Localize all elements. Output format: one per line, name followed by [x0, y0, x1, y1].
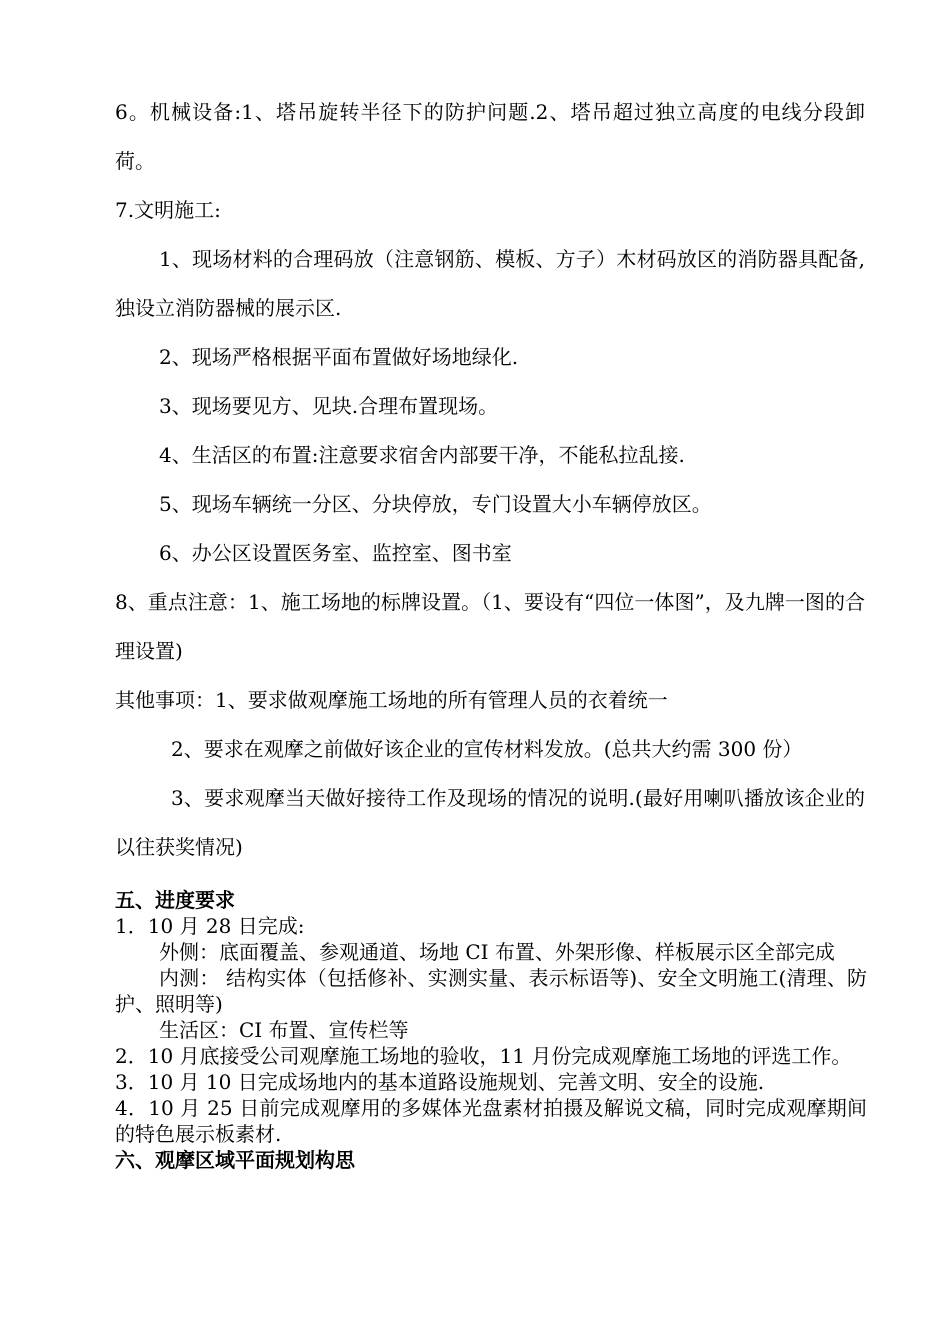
schedule-item: 2．10 月底接受公司观摩施工场地的验收，11 月份完成观摩施工场地的评选工作。: [115, 1044, 852, 1068]
schedule-item: 生活区：CI 布置、宣传栏等: [159, 1018, 409, 1042]
paragraph: 3、要求观摩当天做好接待工作及现场的情况的说明.(最好用喇叭播放该企业的以往获奖情况): [115, 786, 865, 859]
paragraph: 5、现场车辆统一分区、分块停放，专门设置大小车辆停放区。: [159, 492, 712, 516]
schedule-section: [115, 887, 867, 1173]
schedule-item: 内测： 结构实体（包括修补、实测实量、表示标语等)、安全文明施工(清理、防护、照明等): [115, 966, 867, 1016]
section-heading: 五、进度要求: [115, 888, 235, 912]
schedule-item: 外侧：底面覆盖、参观通道、场地 CI 布置、外架形像、样板展示区全部完成: [159, 940, 835, 964]
schedule-item: 3．10 月 10 日完成场地内的基本道路设施规划、完善文明、安全的设施.: [115, 1070, 765, 1094]
paragraph: 8、重点注意：1、施工场地的标牌设置。（1、要设有“四位一体图”，及九牌一图的合理设置): [115, 590, 865, 663]
paragraph: 1、现场材料的合理码放（注意钢筋、模板、方子）木材码放区的消防器具配备,独设立消防器械的展示区.: [115, 247, 865, 320]
construction-notes: [115, 88, 865, 872]
paragraph: 6、办公区设置医务室、监控室、图书室: [159, 541, 512, 565]
paragraph: 3、现场要见方、见块.合理布置现场。: [159, 394, 499, 418]
schedule-item: 1．10 月 28 日完成:: [115, 914, 305, 938]
paragraph: 6。机械设备:1、塔吊旋转半径下的防护问题.2、塔吊超过独立高度的电线分段卸荷。: [115, 100, 865, 173]
paragraph: 7.文明施工:: [115, 198, 221, 222]
paragraph: 2、要求在观摩之前做好该企业的宣传材料发放。(总共大约需 300 份）: [171, 737, 803, 761]
schedule-item: 4．10 月 25 日前完成观摩用的多媒体光盘素材拍摄及解说文稿，同时完成观摩期间的特色展示板素材.: [115, 1096, 867, 1146]
section-heading: 六、观摩区域平面规划构思: [115, 1148, 355, 1172]
paragraph: 2、现场严格根据平面布置做好场地绿化.: [159, 345, 519, 369]
paragraph: 4、生活区的布置:注意要求宿舍内部要干净，不能私拉乱接.: [159, 443, 685, 467]
paragraph: 其他事项：1、要求做观摩施工场地的所有管理人员的衣着统一: [115, 688, 668, 712]
